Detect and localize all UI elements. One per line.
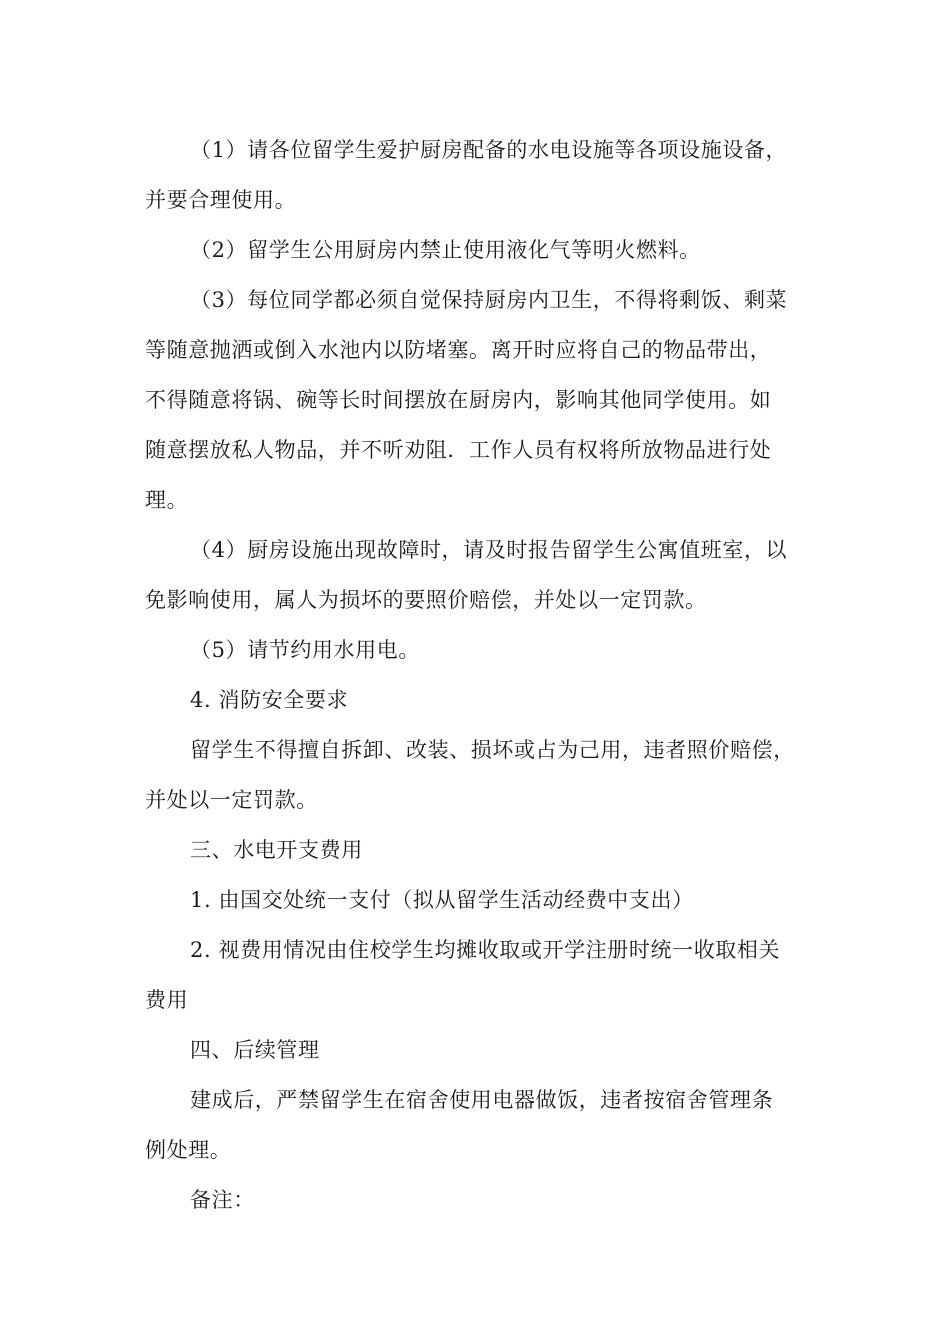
text-line-9: （4）厨房设施出现故障时，请及时报告留学生公寓值班室，以	[190, 538, 788, 562]
text-line-2: 并要合理使用。	[145, 188, 297, 212]
text-line-16: 1. 由国交处统一支付（拟从留学生活动经费中支出）	[190, 888, 694, 912]
section-heading-management: 四、后续管理	[190, 1038, 320, 1062]
section-heading-fire-safety: 4. 消防安全要求	[190, 688, 349, 712]
text-line-13: 留学生不得擅自拆卸、改装、损坏或占为己用，违者照价赔偿，	[190, 738, 795, 762]
text-line-5: 等随意抛洒或倒入水池内以防堵塞。离开时应将自己的物品带出，	[145, 338, 772, 362]
section-heading-utilities: 三、水电开支费用	[190, 838, 363, 862]
text-line-14: 并处以一定罚款。	[145, 788, 318, 812]
text-line-6: 不得随意将锅、碗等长时间摆放在厨房内，影响其他同学使用。如	[145, 388, 772, 412]
text-line-3: （2）留学生公用厨房内禁止使用液化气等明火燃料。	[190, 238, 701, 262]
text-line-17: 2. 视费用情况由住校学生均摊收取或开学注册时统一收取相关	[190, 938, 781, 962]
text-line-1: （1）请各位留学生爱护厨房配备的水电设施等各项设施设备，	[190, 138, 788, 162]
text-line-8: 理。	[145, 488, 189, 512]
text-line-4: （3）每位同学都必须自觉保持厨房内卫生，不得将剩饭、剩菜	[190, 288, 788, 312]
text-line-18: 费用	[145, 988, 189, 1012]
notes-label: 备注：	[190, 1188, 255, 1212]
text-line-10: 免影响使用，属人为损坏的要照价赔偿，并处以一定罚款。	[145, 588, 707, 612]
text-line-21: 例处理。	[145, 1138, 232, 1162]
text-line-11: （5）请节约用水用电。	[190, 638, 420, 662]
text-line-20: 建成后，严禁留学生在宿舍使用电器做饭，违者按宿舍管理条	[190, 1088, 774, 1112]
text-line-7: 随意摆放私人物品，并不听劝阻．工作人员有权将所放物品进行处	[145, 438, 772, 462]
